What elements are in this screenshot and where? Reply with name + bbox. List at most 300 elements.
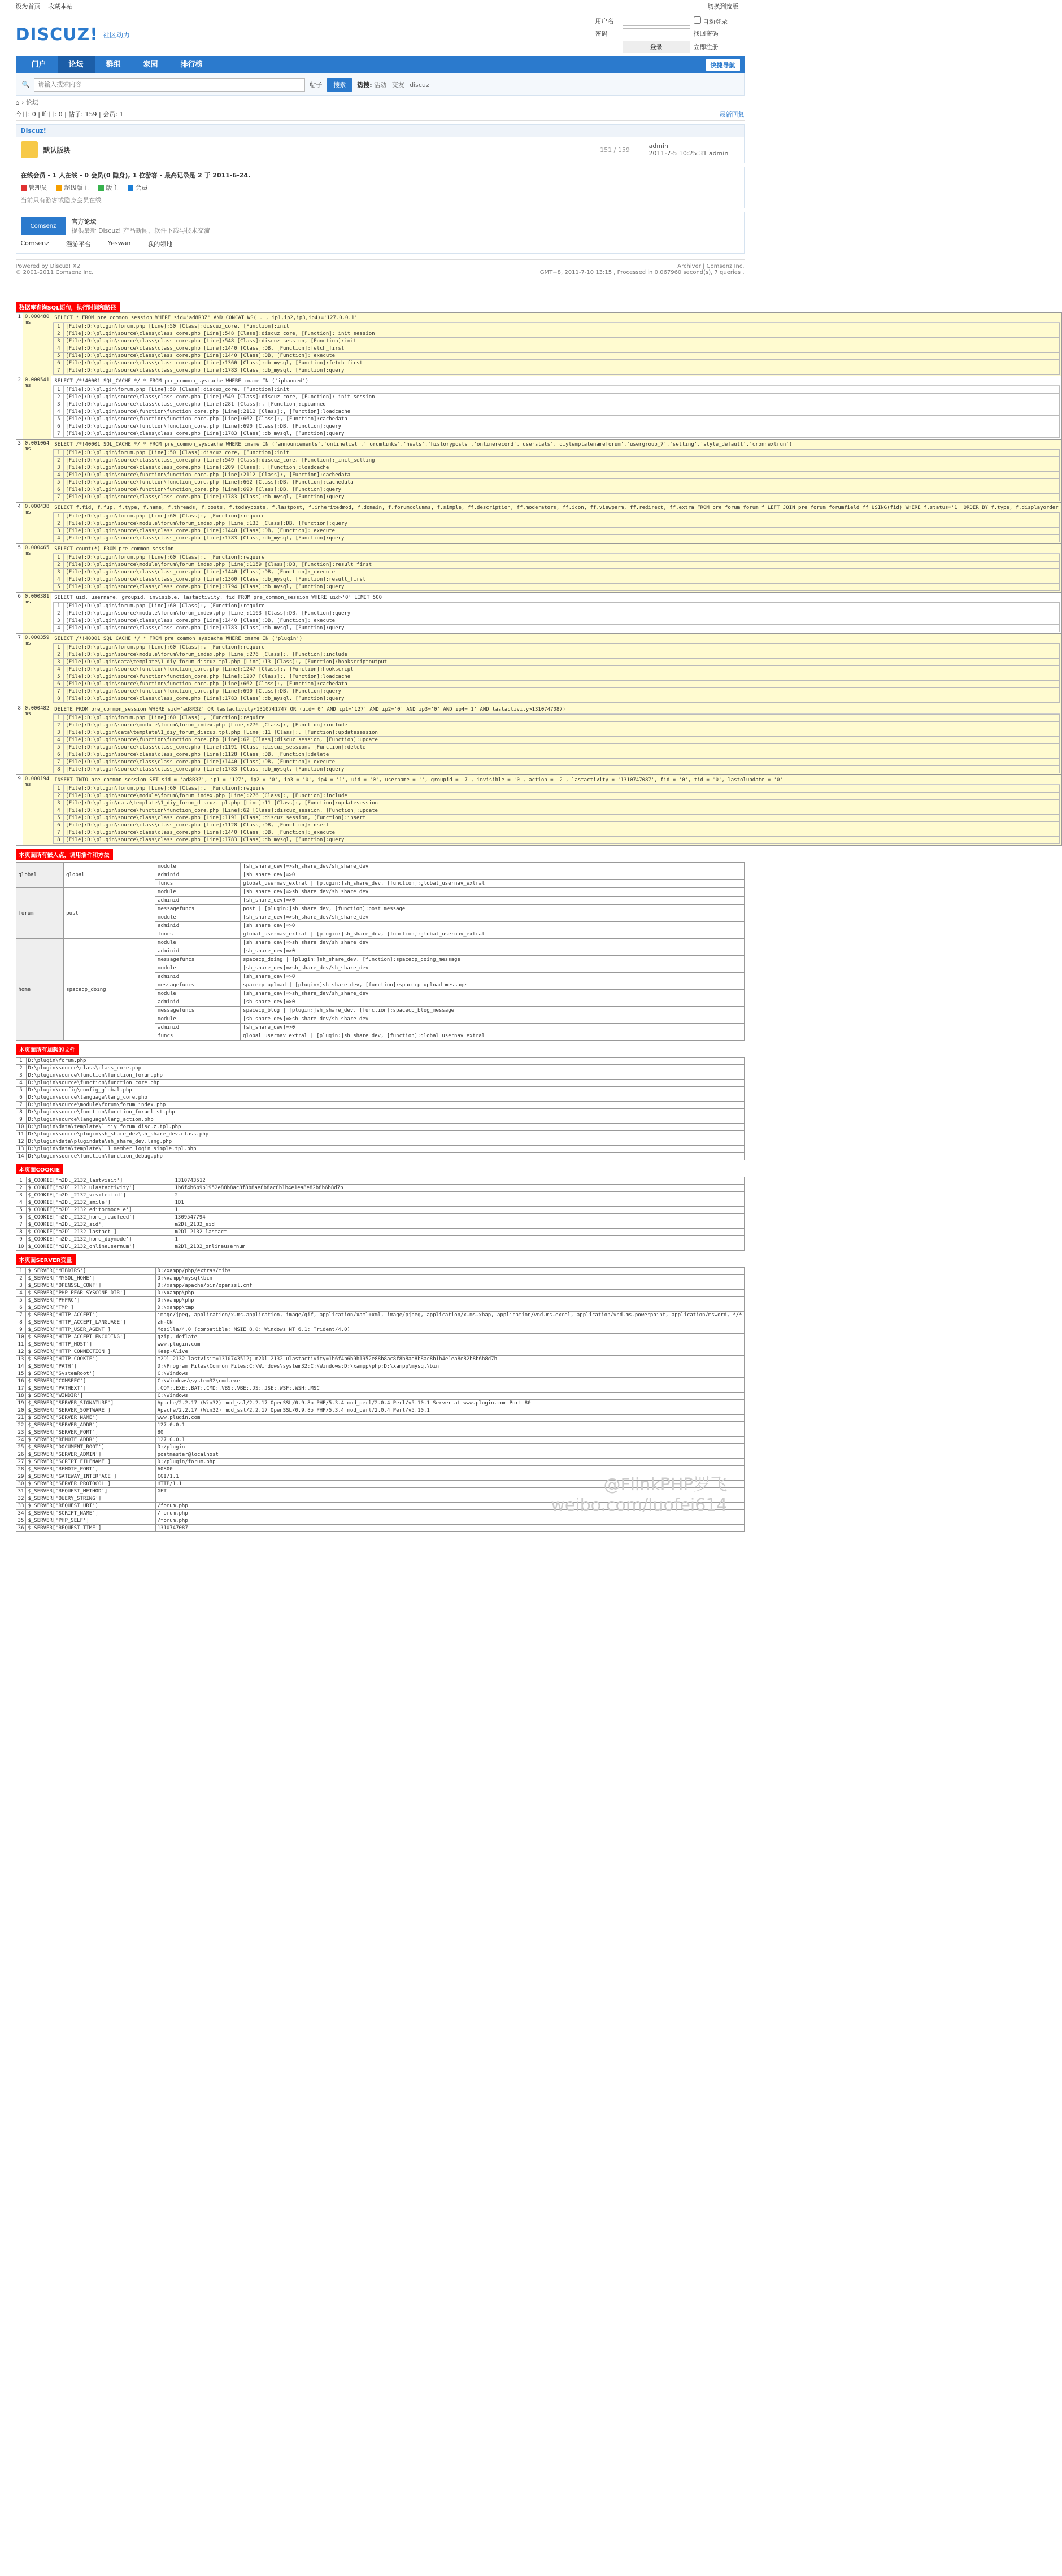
server-row-index: 11	[16, 1341, 26, 1348]
nav-tab-portal[interactable]: 门户	[31, 60, 46, 69]
hook-value: spacecp_upload | [plugin:]sh_share_dev, [function]:spacecp_upload_message	[241, 981, 744, 990]
search-input[interactable]	[34, 78, 305, 92]
cookie-row-value: 1309547794	[173, 1214, 744, 1221]
server-row-key: $_SERVER['MIBDIRS']	[26, 1268, 155, 1275]
backtrace-index: 5	[54, 744, 64, 751]
server-row-value: HTTP/1.1	[155, 1481, 744, 1488]
server-row-index: 6	[16, 1304, 26, 1312]
backtrace-frame: [File]:D:\plugin\source\class\class_core.php [Line]:1440 [Class]:DB, [Function]:_execute	[64, 528, 1059, 535]
cookie-row-index: 8	[16, 1229, 26, 1236]
backtrace-row	[54, 323, 1059, 330]
backtrace-index: 4	[54, 472, 64, 479]
backtrace-index: 2	[54, 610, 64, 617]
file-index: 3	[16, 1072, 26, 1080]
cookie-row-value: 1D1	[173, 1199, 744, 1207]
supermod-icon	[56, 185, 62, 191]
admin-icon	[21, 185, 27, 191]
bookmark-link[interactable]: 收藏本站	[48, 3, 73, 10]
file-index: 5	[16, 1087, 26, 1094]
backtrace-frame: [File]:D:\plugin\source\class\class_core.php [Line]:1360 [Class]:db_mysql, [Function]:fetch_first	[64, 360, 1059, 367]
legend-member: 会员	[128, 183, 148, 192]
nav-tab-group[interactable]: 群组	[106, 60, 121, 69]
server-row-key: $_SERVER['COMSPEC']	[26, 1378, 155, 1385]
backtrace-index: 4	[54, 737, 64, 744]
backtrace-index: 4	[54, 535, 64, 542]
hot-search-link[interactable]: discuz	[410, 81, 429, 89]
hook-value: [sh_share_dev]=>0	[241, 922, 744, 930]
backtrace-index: 8	[54, 766, 64, 773]
cookie-table	[16, 1177, 745, 1251]
sql-query-table	[16, 312, 1062, 846]
backtrace-row	[54, 744, 1059, 751]
backtrace-frame: [File]:D:\plugin\source\function\function_core.php [Line]:2112 [Class]:, [Function]:loadcache	[64, 408, 1059, 416]
hook-value: spacecp_blog | [plugin:]sh_share_dev, [function]:spacecp_blog_message	[241, 1007, 744, 1015]
query-index: 1	[16, 313, 23, 376]
backtrace-index: 7	[54, 829, 64, 837]
query-time: 0.000438 ms	[23, 503, 51, 544]
backtrace-index: 1	[54, 323, 64, 330]
server-row-key: $_SERVER['SERVER_PROTOCOL']	[26, 1481, 155, 1488]
server-row	[16, 1312, 744, 1319]
backtrace-index: 6	[54, 751, 64, 759]
backtrace-row	[54, 815, 1059, 822]
cookie-row-value: m2Dl_2132_onlineusernum	[173, 1243, 744, 1251]
backtrace-frame: [File]:D:\plugin\source\class\class_core.php [Line]:281 [Class]:, [Function]:ipbanned	[64, 401, 1059, 408]
cookie-row	[16, 1236, 744, 1243]
file-row	[16, 1153, 744, 1160]
backtrace-frame: [File]:D:\plugin\source\class\class_core.php [Line]:1440 [Class]:DB, [Function]:_execute	[64, 353, 1059, 360]
server-row-value: m2Dl_2132_lastvisit=1310743512; m2Dl_2132_ulastactivity=1b6f4b6b9b1952e88b8ac8f8b8ae8b8ac8b1b4e1ea8e82b8b6b8d7b	[155, 1356, 744, 1363]
query-cell	[51, 593, 1061, 634]
file-row	[16, 1102, 744, 1109]
query-sql: SELECT /*!40001 SQL_CACHE */ * FROM pre_common_syscache WHERE cname IN ('ipbanned')	[53, 377, 1059, 386]
backtrace-row	[54, 345, 1059, 353]
backtrace-row	[54, 472, 1059, 479]
backtrace-row	[54, 479, 1059, 486]
file-path: D:\plugin\source\class\class_core.php	[26, 1065, 744, 1072]
home-icon[interactable]: ⌂	[15, 99, 20, 106]
backtrace-frame: [File]:D:\plugin\forum.php [Line]:60 [Class]:, [Function]:require	[64, 785, 1059, 793]
backtrace-row	[54, 569, 1059, 576]
query-row	[16, 544, 1061, 593]
query-index: 5	[16, 544, 23, 593]
cookie-row-value: 1	[173, 1207, 744, 1214]
server-row-value: 127.0.0.1	[155, 1437, 744, 1444]
backtrace-index: 4	[54, 807, 64, 815]
backtrace-frame: [File]:D:\plugin\source\class\class_core.php [Line]:1128 [Class]:DB, [Function]:insert	[64, 822, 1059, 829]
hook-value: [sh_share_dev]=>0	[241, 871, 744, 880]
file-index: 7	[16, 1102, 26, 1109]
query-index: 3	[16, 440, 23, 503]
file-path: D:\plugin\data\template\1_diy_forum_discuz.tpl.php	[26, 1124, 744, 1131]
cookie-row-value: 1	[173, 1236, 744, 1243]
backtrace-row	[54, 837, 1059, 844]
backtrace-frame: [File]:D:\plugin\source\class\class_core.php [Line]:548 [Class]:discuz_session, [Function]:init	[64, 338, 1059, 345]
nav-tab-ranking[interactable]: 排行榜	[180, 60, 203, 69]
server-row	[16, 1407, 744, 1415]
server-row	[16, 1437, 744, 1444]
server-row-value: CGI/1.1	[155, 1473, 744, 1481]
backtrace-row	[54, 800, 1059, 807]
query-sql: SELECT count(*) FROM pre_common_session	[53, 545, 1059, 554]
hook-value: [sh_share_dev]=>sh_share_dev/sh_share_dev	[241, 990, 744, 998]
hook-key: module	[155, 990, 241, 998]
backtrace-index: 2	[54, 562, 64, 569]
server-row-value: D:\xampp\php	[155, 1297, 744, 1304]
partner-logo[interactable]: Comsenz	[21, 217, 66, 235]
cookie-row	[16, 1199, 744, 1207]
cookie-row-key: $_COOKIE['m2Dl_2132_visitedfid']	[26, 1192, 173, 1199]
backtrace-row	[54, 386, 1059, 394]
file-path: D:\plugin\data\template\1_1_member_login_simple.tpl.php	[26, 1146, 744, 1153]
server-row-index: 23	[16, 1429, 26, 1437]
hook-key: module	[155, 863, 241, 871]
query-time: 0.000465 ms	[23, 544, 51, 593]
query-time: 0.001064 ms	[23, 440, 51, 503]
backtrace-row	[54, 494, 1059, 501]
server-row-index: 3	[16, 1282, 26, 1290]
server-row-value: gzip, deflate	[155, 1334, 744, 1341]
backtrace-row	[54, 651, 1059, 659]
search-icon: 🔍	[21, 81, 30, 88]
query-index: 6	[16, 593, 23, 634]
backtrace-row	[54, 416, 1059, 423]
password-input[interactable]	[623, 28, 690, 38]
server-row-value: D:/xampp/php/extras/mibs	[155, 1268, 744, 1275]
hot-search-link[interactable]: 活动	[374, 81, 387, 89]
query-row	[16, 313, 1061, 376]
backtrace-table	[53, 386, 1059, 438]
server-row-index: 10	[16, 1334, 26, 1341]
debug-panel	[16, 298, 1059, 1532]
server-row-key: $_SERVER['HTTP_CONNECTION']	[26, 1348, 155, 1356]
forum-category	[16, 124, 745, 163]
query-cell	[51, 775, 1061, 846]
query-cell	[51, 440, 1061, 503]
server-row-value: www.plugin.com	[155, 1415, 744, 1422]
server-row-index: 31	[16, 1488, 26, 1495]
server-row-index: 12	[16, 1348, 26, 1356]
cookie-row-index: 10	[16, 1243, 26, 1251]
server-row-index: 8	[16, 1319, 26, 1326]
backtrace-row	[54, 807, 1059, 815]
server-row	[16, 1400, 744, 1407]
query-sql: SELECT /*!40001 SQL_CACHE */ * FROM pre_common_syscache WHERE cname IN ('plugin')	[53, 635, 1059, 643]
backtrace-frame: [File]:D:\plugin\source\function\function_core.php [Line]:690 [Class]:DB, [Function]:query	[64, 423, 1059, 430]
backtrace-index: 3	[54, 569, 64, 576]
backtrace-index: 3	[54, 617, 64, 625]
backtrace-frame: [File]:D:\plugin\source\class\class_core.php [Line]:1783 [Class]:db_mysql, [Function]:query	[64, 695, 1059, 703]
file-row	[16, 1116, 744, 1124]
hooks-section-title: 本页面所有嵌入点，调用插件和方法	[16, 849, 113, 860]
server-row-index: 5	[16, 1297, 26, 1304]
server-row-key: $_SERVER['SCRIPT_FILENAME']	[26, 1459, 155, 1466]
server-row-key: $_SERVER['HTTP_COOKIE']	[26, 1356, 155, 1363]
backtrace-row	[54, 562, 1059, 569]
server-row	[16, 1304, 744, 1312]
backtrace-row	[54, 659, 1059, 666]
backtrace-row	[54, 576, 1059, 584]
server-row	[16, 1348, 744, 1356]
hook-value: global_usernav_extral | [plugin:]sh_share_dev, [function]:global_usernav_extral	[241, 880, 744, 888]
file-row	[16, 1146, 744, 1153]
member-icon	[128, 185, 133, 191]
backtrace-row	[54, 367, 1059, 375]
backtrace-row	[54, 423, 1059, 430]
server-row-value: Apache/2.2.17 (Win32) mod_ssl/2.2.17 OpenSSL/0.9.8o PHP/5.3.4 mod_perl/2.0.4 Perl/v5.10.1	[155, 1407, 744, 1415]
search-button[interactable]: 搜索	[327, 78, 352, 92]
remember-checkbox[interactable]	[694, 16, 701, 24]
cookie-row-key: $_COOKIE['m2Dl_2132_sid']	[26, 1221, 173, 1229]
file-path: D:\plugin\source\function\function_debug.php	[26, 1153, 744, 1160]
server-row-index: 21	[16, 1415, 26, 1422]
server-row-index: 19	[16, 1400, 26, 1407]
backtrace-frame: [File]:D:\plugin\source\function\function_core.php [Line]:662 [Class]:, [Function]:cachedata	[64, 681, 1059, 688]
server-row	[16, 1326, 744, 1334]
backtrace-row	[54, 766, 1059, 773]
backtrace-index: 2	[54, 793, 64, 800]
server-row-key: $_SERVER['OPENSSL_CONF']	[26, 1282, 155, 1290]
backtrace-frame: [File]:D:\plugin\source\module\forum\forum_index.php [Line]:276 [Class]:, [Function]:include	[64, 651, 1059, 659]
file-path: D:\plugin\source\function\function_forum.php	[26, 1072, 744, 1080]
file-row	[16, 1072, 744, 1080]
server-row	[16, 1451, 744, 1459]
backtrace-frame: [File]:D:\plugin\forum.php [Line]:50 [Class]:discuz_core, [Function]:init	[64, 386, 1059, 394]
backtrace-index: 5	[54, 479, 64, 486]
set-homepage-link[interactable]: 设为首页	[15, 3, 41, 10]
backtrace-row	[54, 610, 1059, 617]
username-input[interactable]	[623, 16, 690, 26]
cookie-row-value: 1310743512	[173, 1177, 744, 1185]
search-type-select[interactable]: 帖子	[310, 81, 323, 89]
backtrace-index: 4	[54, 345, 64, 353]
backtrace-table	[53, 512, 1059, 542]
friend-link[interactable]: 我的领地	[147, 241, 173, 248]
backtrace-frame: [File]:D:\plugin\source\class\class_core.php [Line]:1191 [Class]:discuz_session, [Function]:delete	[64, 744, 1059, 751]
cookie-row-key: $_COOKIE['m2Dl_2132_home_diymode']	[26, 1236, 173, 1243]
backtrace-frame: [File]:D:\plugin\source\class\class_core.php [Line]:1783 [Class]:db_mysql, [Function]:query	[64, 535, 1059, 542]
backtrace-frame: [File]:D:\plugin\data\template\1_diy_forum_discuz.tpl.php [Line]:13 [Class]:, [Function]:hookscriptoutput	[64, 659, 1059, 666]
backtrace-frame: [File]:D:\plugin\source\class\class_core.php [Line]:1360 [Class]:db_mysql, [Function]:result_first	[64, 576, 1059, 584]
backtrace-frame: [File]:D:\plugin\source\class\class_core.php [Line]:1440 [Class]:DB, [Function]:_execute	[64, 759, 1059, 766]
backtrace-row	[54, 535, 1059, 542]
register-link[interactable]: 立即注册	[693, 43, 719, 51]
hook-value: [sh_share_dev]=>sh_share_dev/sh_share_dev	[241, 913, 744, 922]
hot-search-link[interactable]: 交友	[391, 81, 404, 89]
backtrace-index: 1	[54, 450, 64, 457]
server-row-key: $_SERVER['SERVER_SOFTWARE']	[26, 1407, 155, 1415]
file-index: 2	[16, 1065, 26, 1072]
hook-value: post | [plugin:]sh_share_dev, [function]:post_message	[241, 905, 744, 913]
backtrace-frame: [File]:D:\plugin\source\function\function_core.php [Line]:2112 [Class]:, [Function]:cachedata	[64, 472, 1059, 479]
legend-admin: 管理员	[21, 183, 47, 192]
backtrace-row	[54, 408, 1059, 416]
online-list: 在线会员 - 1 人在线 - 0 会员(0 隐身), 1 位游客 - 最高记录是 2 于 2011-6-24. 管理员 超级版主 版主 会员 当前只有游客或隐身会员在线	[16, 167, 745, 208]
server-row-index: 15	[16, 1370, 26, 1378]
sql-section-title: 数据库查询SQL语句，执行时间和路径	[16, 302, 120, 312]
query-row	[16, 503, 1061, 544]
query-row	[16, 376, 1061, 440]
forum-row	[16, 137, 744, 163]
query-index: 9	[16, 775, 23, 846]
backtrace-frame: [File]:D:\plugin\source\module\forum\forum_index.php [Line]:1163 [Class]:DB, [Function]:query	[64, 610, 1059, 617]
cookie-row-value: 2	[173, 1192, 744, 1199]
server-row-index: 14	[16, 1363, 26, 1370]
query-index: 8	[16, 704, 23, 775]
backtrace-index: 6	[54, 822, 64, 829]
forgot-password-link[interactable]: 找回密码	[693, 30, 719, 37]
backtrace-index: 4	[54, 408, 64, 416]
file-index: 13	[16, 1146, 26, 1153]
cookie-row	[16, 1243, 744, 1251]
friend-link[interactable]: Comsenz	[20, 240, 49, 247]
backtrace-index: 4	[54, 666, 64, 673]
server-row-index: 24	[16, 1437, 26, 1444]
file-path: D:\plugin\source\function\function_core.php	[26, 1080, 744, 1087]
server-row-value: 127.0.0.1	[155, 1422, 744, 1429]
hook-key: messagefuncs	[155, 981, 241, 990]
hook-sub: global	[64, 863, 155, 888]
server-row-value: D:\xampp\php	[155, 1290, 744, 1297]
server-row	[16, 1334, 744, 1341]
backtrace-frame: [File]:D:\plugin\forum.php [Line]:60 [Class]:, [Function]:require	[64, 513, 1059, 520]
backtrace-row	[54, 625, 1059, 632]
backtrace-frame: [File]:D:\plugin\source\function\function_core.php [Line]:690 [Class]:DB, [Function]:query	[64, 688, 1059, 695]
cookie-row-key: $_COOKIE['m2Dl_2132_smile']	[26, 1199, 173, 1207]
server-row-key: $_SERVER['PHP_SELF']	[26, 1517, 155, 1525]
backtrace-frame: [File]:D:\plugin\source\class\class_core.php [Line]:1440 [Class]:DB, [Function]:_execute	[64, 829, 1059, 837]
file-index: 14	[16, 1153, 26, 1160]
query-sql: DELETE FROM pre_common_session WHERE sid='ad8R3Z' OR lastactivity<1310741747 OR (uid='0' AND ip1='127' AND ip2='0' AND ip3='0' AND ip4='1' AND lastactivity>1310747087)	[53, 706, 1059, 714]
backtrace-index: 3	[54, 800, 64, 807]
server-row-index: 4	[16, 1290, 26, 1297]
file-path: D:\plugin\forum.php	[26, 1058, 744, 1065]
server-row-key: $_SERVER['REMOTE_ADDR']	[26, 1437, 155, 1444]
query-sql: SELECT f.fid, f.fup, f.type, f.name, f.threads, f.posts, f.todayposts, f.lastpost, f.inheritedmod, f.domain, f.forumcolumns, f.simple, ff.description, ff.moderators, ff.icon, ff.viewperm, ff.redirect, ff.extra FROM pre_forum_forum f LEFT JOIN pre_forum_forumfield ff USING(fid) WHERE f.status='1' ORDER BY f.type, f.displayorder	[53, 504, 1059, 512]
hook-key: module	[155, 888, 241, 897]
query-time: 0.000194 ms	[23, 775, 51, 846]
hook-key: messagefuncs	[155, 1007, 241, 1015]
backtrace-row	[54, 520, 1059, 528]
file-row	[16, 1058, 744, 1065]
server-row	[16, 1268, 744, 1275]
file-index: 6	[16, 1094, 26, 1102]
server-row-index: 30	[16, 1481, 26, 1488]
query-sql: SELECT /*!40001 SQL_CACHE */ * FROM pre_common_syscache WHERE cname IN ('announcements','onlinelist','forumlinks','heats','historyposts','onlinerecord','userstats','diytemplatenameforum','usergroup_7','setting','style_default','cronnextrun')	[53, 441, 1059, 449]
login-button[interactable]: 登录	[623, 41, 690, 53]
cookie-row-value: m2Dl_2132_sid	[173, 1221, 744, 1229]
quick-nav-button[interactable]: 快捷导航	[706, 59, 740, 71]
legend-mod: 版主	[98, 183, 119, 192]
backtrace-row	[54, 457, 1059, 464]
server-row-key: $_SERVER['PHP_PEAR_SYSCONF_DIR']	[26, 1290, 155, 1297]
main-nav	[16, 56, 745, 73]
backtrace-index: 7	[54, 759, 64, 766]
server-row-key: $_SERVER['HTTP_ACCEPT_ENCODING']	[26, 1334, 155, 1341]
query-sql: INSERT INTO pre_common_session SET sid = 'ad8R3Z', ip1 = '127', ip2 = '0', ip3 = '0', ip4 = '1', uid = '0', username = '', groupid = '7', invisible = '0', action = '2', lastactivity = '1310747087', fid = '0', tid = '0', lastolupdate = '0'	[53, 776, 1059, 785]
file-path: D:\plugin\source\module\forum\forum_index.php	[26, 1102, 744, 1109]
backtrace-index: 8	[54, 695, 64, 703]
hook-key: funcs	[155, 1032, 241, 1041]
server-row-key: $_SERVER['SCRIPT_NAME']	[26, 1510, 155, 1517]
hook-key: adminid	[155, 947, 241, 956]
backtrace-index: 7	[54, 367, 64, 375]
backtrace-index: 3	[54, 464, 64, 472]
query-index: 7	[16, 634, 23, 704]
forum-name[interactable]: 默认版块	[43, 146, 71, 154]
backtrace-row	[54, 688, 1059, 695]
file-index: 12	[16, 1138, 26, 1146]
query-row	[16, 440, 1061, 503]
backtrace-frame: [File]:D:\plugin\forum.php [Line]:60 [Class]:, [Function]:require	[64, 603, 1059, 610]
latest-replies-link[interactable]: 最新回复	[719, 111, 745, 118]
backtrace-frame: [File]:D:\plugin\source\function\function_core.php [Line]:662 [Class]:, [Function]:cachedata	[64, 416, 1059, 423]
server-row-index: 22	[16, 1422, 26, 1429]
server-row-key: $_SERVER['REMOTE_PORT']	[26, 1466, 155, 1473]
wide-mode-link[interactable]: 切换到宽版	[707, 3, 739, 10]
backtrace-index: 3	[54, 338, 64, 345]
server-row-value: C:\Windows	[155, 1370, 744, 1378]
file-row	[16, 1080, 744, 1087]
forum-stats: 今日: 0 | 昨日: 0 | 帖子: 159 | 会员: 1 最新回复	[16, 110, 745, 121]
backtrace-index: 2	[54, 330, 64, 338]
hook-key: funcs	[155, 930, 241, 939]
backtrace-row	[54, 793, 1059, 800]
category-title[interactable]: Discuz!	[16, 125, 744, 137]
forum-last-post[interactable]: admin 2011-7-5 10:25:31 admin	[648, 142, 729, 157]
server-row	[16, 1525, 744, 1532]
file-index: 4	[16, 1080, 26, 1087]
hook-value: [sh_share_dev]=>sh_share_dev/sh_share_dev	[241, 964, 744, 973]
backtrace-frame: [File]:D:\plugin\source\class\class_core.php [Line]:548 [Class]:discuz_core, [Function]:_init_session	[64, 330, 1059, 338]
friend-link[interactable]: 漫游平台	[66, 241, 91, 248]
backtrace-row	[54, 829, 1059, 837]
backtrace-frame: [File]:D:\plugin\source\class\class_core.php [Line]:1783 [Class]:db_mysql, [Function]:query	[64, 494, 1059, 501]
server-row-key: $_SERVER['QUERY_STRING']	[26, 1495, 155, 1503]
cookie-row	[16, 1192, 744, 1199]
nav-tab-forum[interactable]: 论坛	[58, 56, 95, 73]
nav-tab-home[interactable]: 家园	[143, 60, 158, 69]
hook-sub: post	[64, 888, 155, 939]
server-row-index: 28	[16, 1466, 26, 1473]
backtrace-frame: [File]:D:\plugin\source\module\forum\forum_index.php [Line]:276 [Class]:, [Function]:include	[64, 722, 1059, 729]
backtrace-index: 2	[54, 722, 64, 729]
header	[16, 12, 745, 56]
server-section-title: 本页面SERVER变量	[16, 1254, 76, 1265]
backtrace-index: 1	[54, 785, 64, 793]
hook-key: module	[155, 913, 241, 922]
server-row-index: 2	[16, 1275, 26, 1282]
hook-group: global	[16, 863, 64, 888]
query-row	[16, 593, 1061, 634]
site-logo[interactable]: DISCUZ! 社区动力	[15, 24, 130, 45]
server-row	[16, 1341, 744, 1348]
file-row	[16, 1124, 744, 1131]
cookie-row-key: $_COOKIE['m2Dl_2132_lastact']	[26, 1229, 173, 1236]
file-row	[16, 1138, 744, 1146]
backtrace-row	[54, 715, 1059, 722]
friend-link[interactable]: Yeswan	[107, 240, 131, 247]
server-row-key: $_SERVER['PATHEXT']	[26, 1385, 155, 1393]
backtrace-table	[53, 643, 1059, 703]
cookie-row-index: 6	[16, 1214, 26, 1221]
weibo-watermark: @FlinkPHP罗飞 weibo.com/luofei614	[551, 1475, 728, 1515]
backtrace-index: 5	[54, 353, 64, 360]
server-row-key: $_SERVER['SERVER_PORT']	[26, 1429, 155, 1437]
backtrace-index: 8	[54, 837, 64, 844]
query-row	[16, 704, 1061, 775]
server-row	[16, 1429, 744, 1437]
